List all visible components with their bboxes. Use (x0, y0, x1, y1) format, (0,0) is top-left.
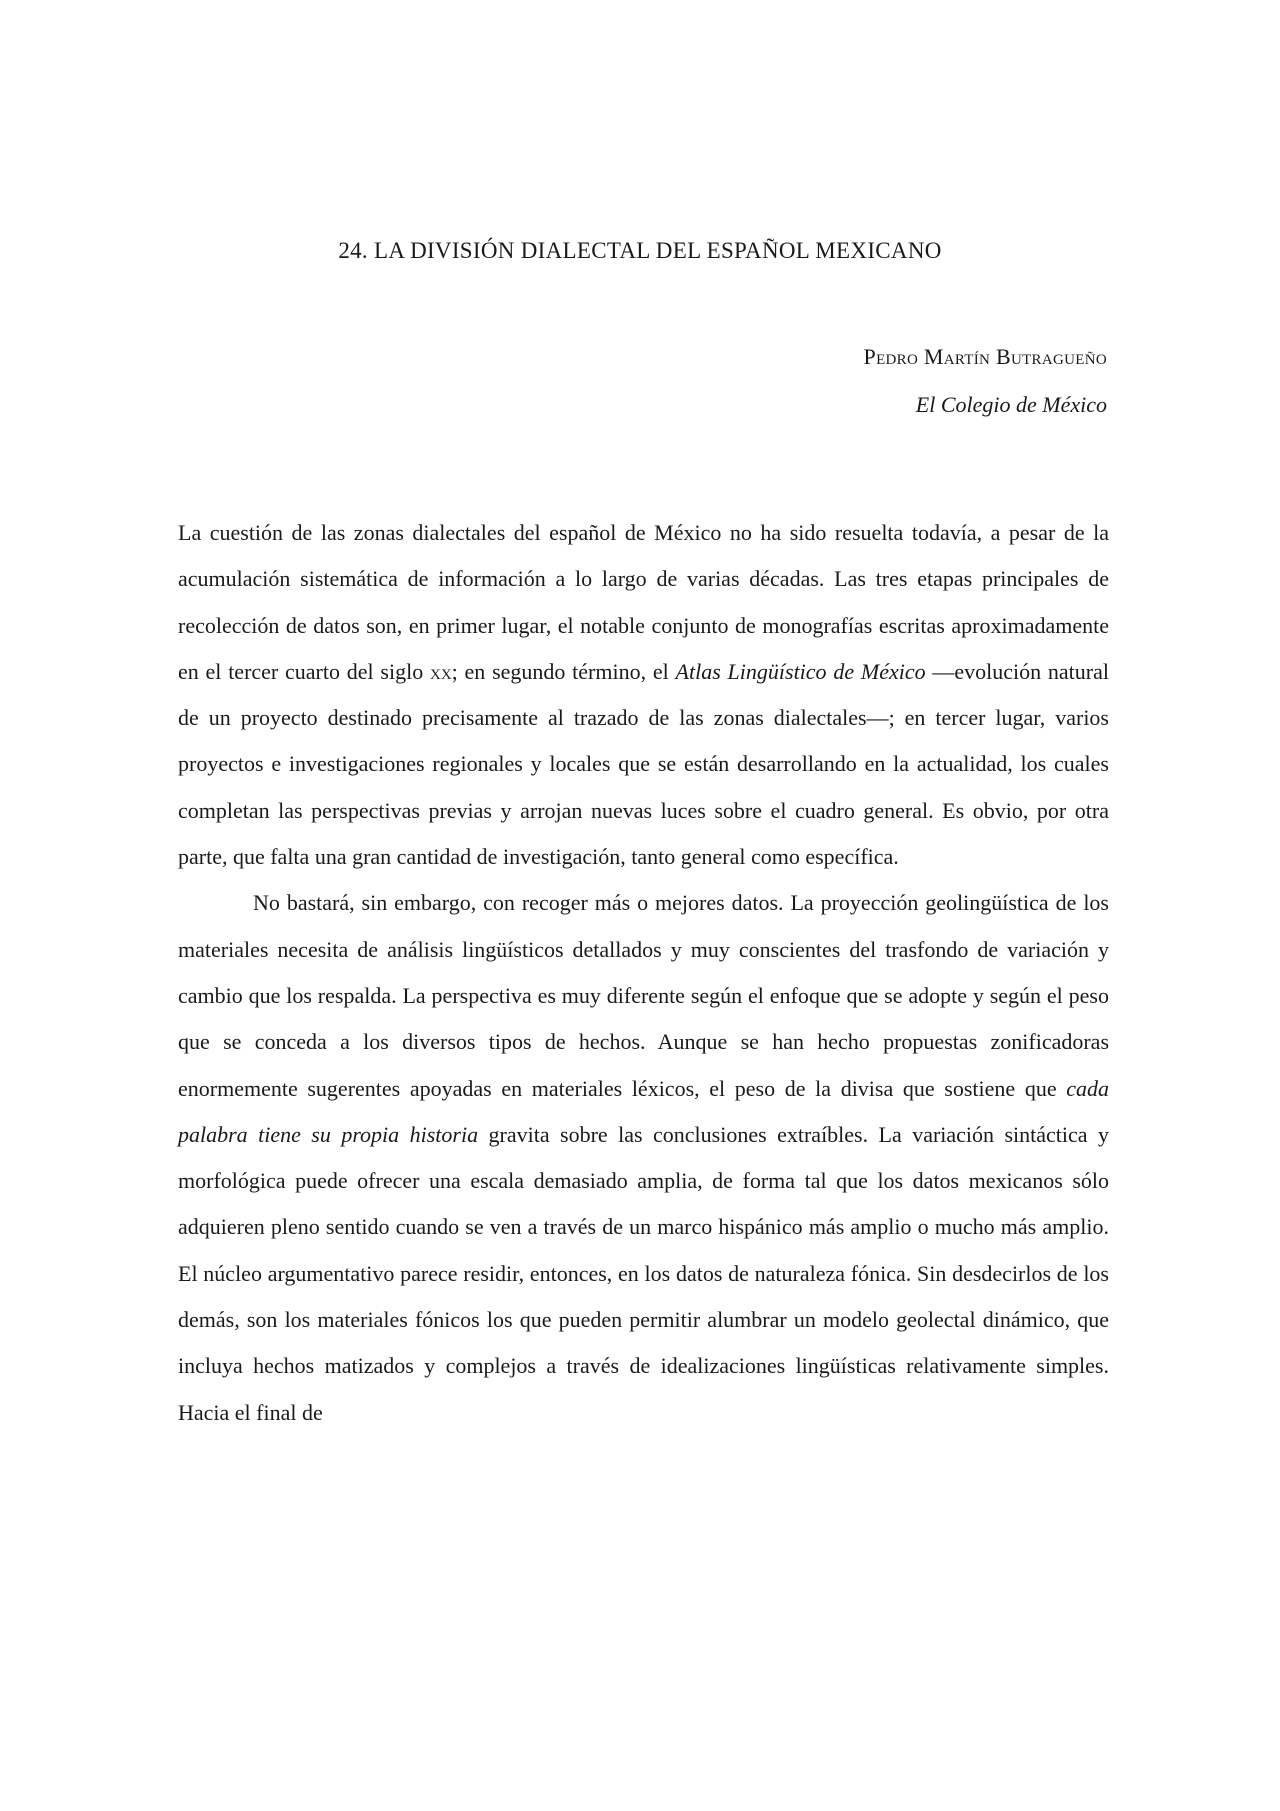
author-block (864, 333, 1107, 429)
body-text (178, 510, 1109, 1436)
atlas-title: Atlas Lingüístico de México (675, 658, 926, 684)
paragraph-1-part-2: ; en segundo término, el (451, 658, 676, 684)
paragraph-1 (178, 510, 1109, 880)
motto-phrase: cada palabra tiene su propia historia (178, 1075, 1109, 1147)
century-numeral: xx (429, 658, 452, 684)
author-affiliation: El Colegio de México (915, 392, 1107, 417)
author-name: Pedro Martín Butragueño (863, 344, 1107, 369)
paragraph-1-part-1: La cuestión de las zonas dialectales del español de México no ha sido resuelta todavía, a pesar de la acumulación sistemática de información a lo largo de varias décadas. Las tres etapas principales de recolección de datos son, en primer lugar, el notable conjunto de monografías escritas aproximadamente en el tercer cuarto del siglo (178, 520, 1109, 684)
paragraph-2-part-2: gravita sobre las conclusiones extraíbles. La variación sintáctica y morfológica puede ofrecer una escala demasiado amplia, de forma tal que los datos mexicanos sólo adquieren pleno sentido cuando se ven a través de un marco hispánico más amplio o mucho más amplio. El núcleo argumentativo parece residir, entonces, en los datos de naturaleza fónica. Sin desdecirlos de los demás, son los materiales fónicos los que pueden permitir alumbrar un modelo geolectal dinámico, que incluya hechos matizados y complejos a través de idealizaciones lingüísticas relativamente simples. Hacia el final de (178, 1121, 1109, 1425)
paragraph-2 (178, 880, 1109, 1436)
paragraph-1-part-3: —evolución natural de un proyecto destinado precisamente al trazado de las zonas dialectales—; en tercer lugar, varios proyectos e investigaciones regionales y locales que se están desarrollando en la actualidad, los cuales completan las perspectivas previas y arrojan nuevas luces sobre el cuadro general. Es obvio, por otra parte, que falta una gran cantidad de investigación, tanto general como específica. (178, 658, 1109, 870)
chapter-title: 24. LA DIVISIÓN DIALECTAL DEL ESPAÑOL MEXICANO (338, 238, 942, 263)
paragraph-2-part-1: No bastará, sin embargo, con recoger más o mejores datos. La proyección geolingüística de los materiales necesita de análisis lingüísticos detallados y muy conscientes del trasfondo de variación y cambio que los respalda. La perspectiva es muy diferente según el enfoque que se adopte y según el peso que se conceda a los diversos tipos de hechos. Aunque se han hecho propuestas zonificadoras enormemente sugerentes apoyadas en materiales léxicos, el peso de la divisa que sostiene que (178, 890, 1109, 1101)
